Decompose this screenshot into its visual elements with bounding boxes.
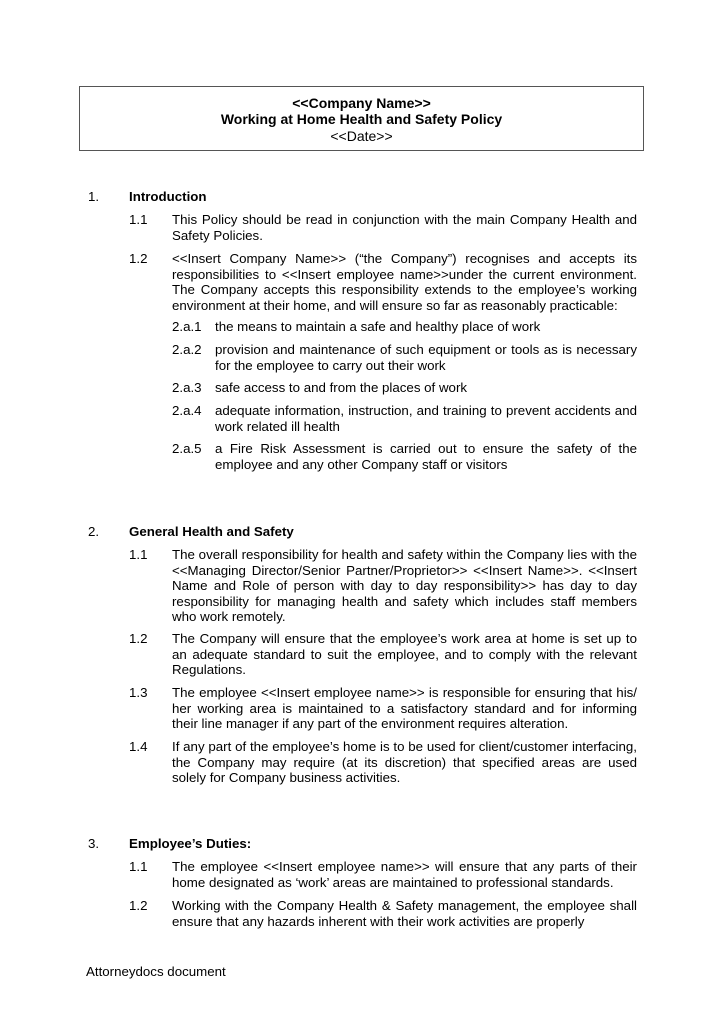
- clause-text: <<Insert Company Name>> (“the Company”) recognises and accepts its responsibilities to <<Insert employee name>>under the current environment. The Company accepts this responsibility extends to the employee’s working environment at their home, and will ensure so far as reasonably practicable:: [172, 251, 637, 313]
- subclause-text: the means to maintain a safe and healthy place of work: [215, 319, 541, 334]
- clause-text: The overall responsibility for health and safety within the Company lies with the <<Managing Director/Senior Partner/Proprietor>> <<Insert Name>>. <<Insert Name and Role of person with day to day responsibility>> has day to day responsibility for managing health and safety which includes staff members who work remotely.: [172, 547, 637, 624]
- clause-number: 1.2: [129, 631, 148, 646]
- section-number: 2.: [88, 524, 100, 539]
- section-title: General Health and Safety: [129, 524, 294, 539]
- clause-text: The employee <<Insert employee name>> will ensure that any parts of their home designated as ‘work’ areas are maintained to professional standards.: [172, 859, 637, 890]
- clause-number: 1.2: [129, 898, 148, 913]
- section-number: 1.: [88, 189, 100, 204]
- footer-text: Attorneydocs document: [86, 964, 226, 979]
- document-title: Working at Home Health and Safety Policy: [220, 111, 503, 127]
- section-title: Employee’s Duties:: [129, 836, 252, 851]
- company-name: <<Company Name>>: [292, 95, 431, 111]
- subclause-number: 2.a.5: [172, 441, 202, 456]
- subclause-text: provision and maintenance of such equipment or tools as is necessary for the employee to carry out their work: [215, 342, 637, 373]
- subclause-text: adequate information, instruction, and training to prevent accidents and work related ill health: [215, 403, 637, 434]
- clause-number: 1.2: [129, 251, 148, 266]
- subclause-number: 2.a.3: [172, 380, 202, 395]
- clause-number: 1.3: [129, 685, 148, 700]
- subclause-number: 2.a.1: [172, 319, 202, 334]
- document-header: [79, 86, 644, 151]
- clause-text: This Policy should be read in conjunction with the main Company Health and Safety Policies.: [172, 212, 637, 243]
- subclause-number: 2.a.2: [172, 342, 202, 357]
- clause-text: The Company will ensure that the employee’s work area at home is set up to an adequate standard to suit the employee, and to comply with the relevant Regulations.: [172, 631, 637, 677]
- clause-text: Working with the Company Health & Safety management, the employee shall ensure that any hazards inherent with their work activities are properly: [172, 898, 637, 929]
- clause-number: 1.1: [129, 212, 148, 227]
- subclause-number: 2.a.4: [172, 403, 202, 418]
- section-title: Introduction: [129, 189, 207, 204]
- document-date: <<Date>>: [330, 128, 393, 144]
- clause-number: 1.4: [129, 739, 148, 754]
- section-number: 3.: [88, 836, 100, 851]
- clause-number: 1.1: [129, 859, 148, 874]
- clause-text: The employee <<Insert employee name>> is responsible for ensuring that his/ her working area is maintained to a satisfactory standard and for informing their line manager if any part of the environment requires alteration.: [172, 685, 637, 731]
- subclause-text: a Fire Risk Assessment is carried out to ensure the safety of the employee and any other Company staff or visitors: [215, 441, 637, 472]
- clause-text: If any part of the employee’s home is to be used for client/customer interfacing, the Company may require (at its discretion) that specified areas are used solely for Company business activities.: [172, 739, 637, 785]
- clause-number: 1.1: [129, 547, 148, 562]
- subclause-text: safe access to and from the places of work: [215, 380, 468, 395]
